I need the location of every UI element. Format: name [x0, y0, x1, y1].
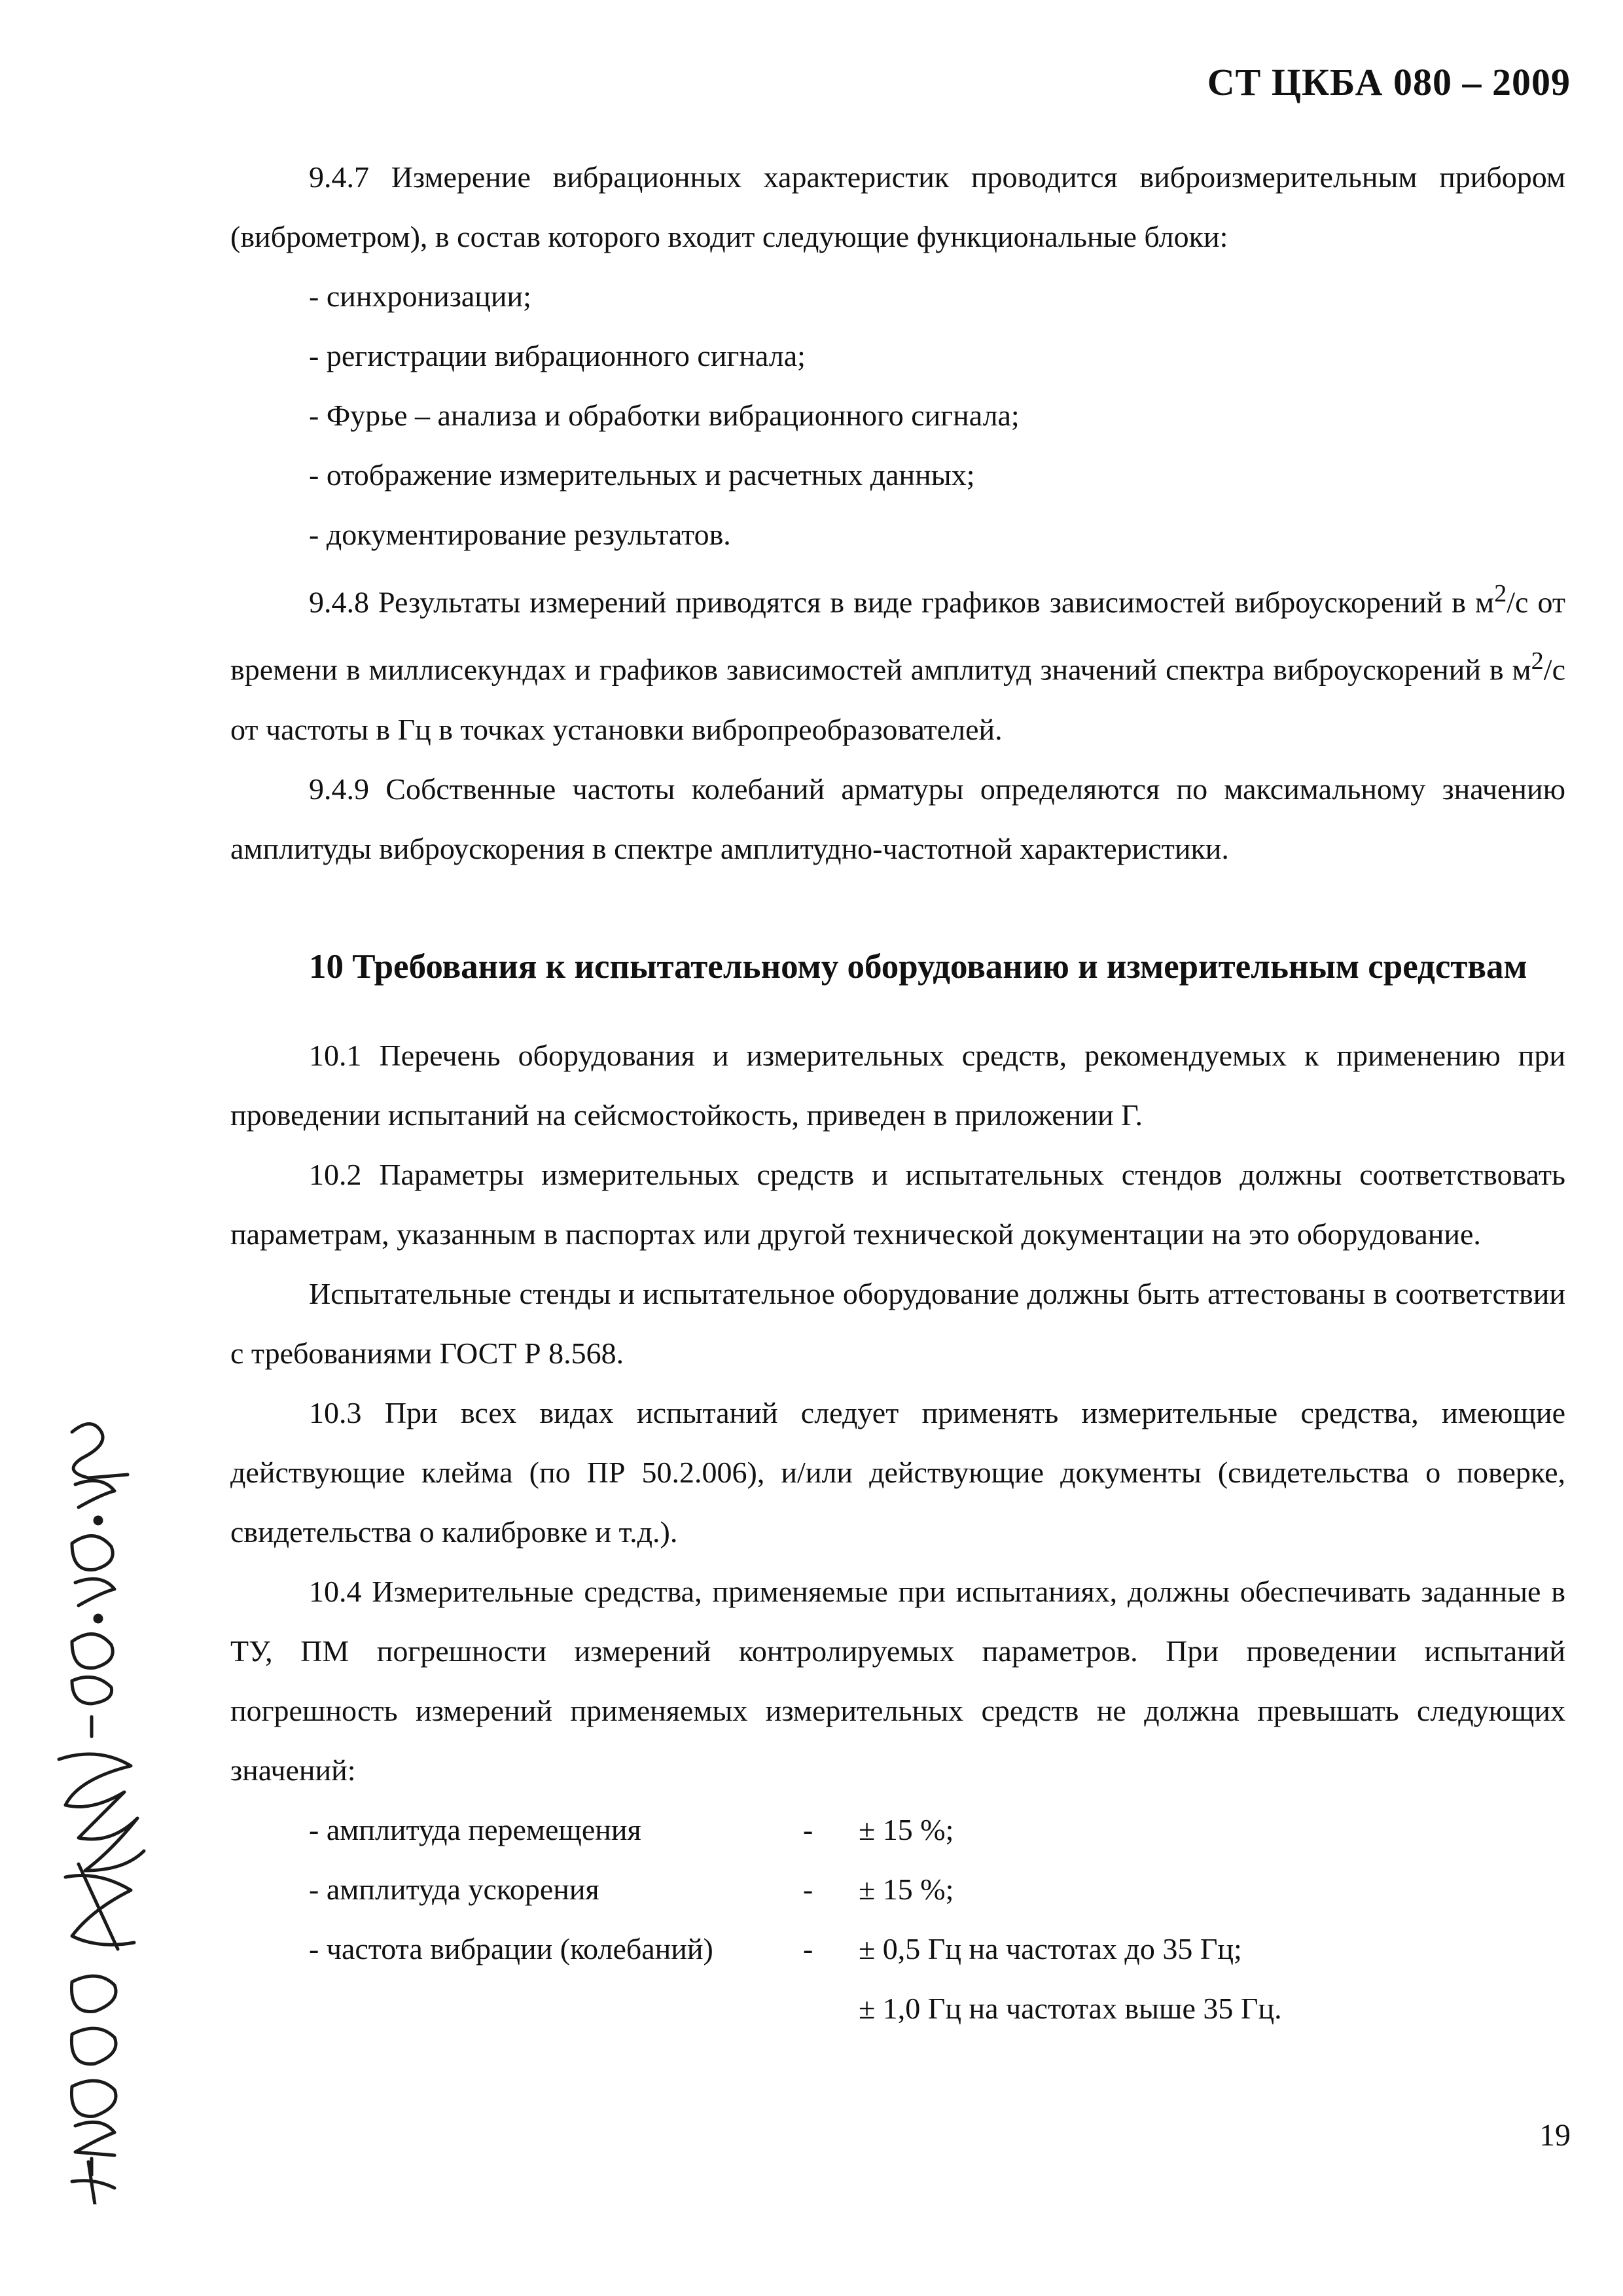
list-item: - синхронизации;	[309, 279, 531, 313]
tolerance-value: ± 15 %;	[859, 1812, 954, 1846]
document-body	[230, 147, 1565, 2038]
tolerance-row	[309, 1800, 1565, 1859]
paragraph-9-4-9: 9.4.9 Собственные частоты колебаний арматуры определяются по максимальному значению амплитуды виброускорения в спектре амплитудно-частотной характеристики.	[230, 772, 1565, 865]
paragraph-10-4: 10.4 Измерительные средства, применяемые при испытаниях, должны обеспечивать заданные в ТУ, ПМ погрешности измерений контролируемых параметров. При проведении испытаний погрешность измерений применяемых измерительных средств не должна превышать следующих значений:	[230, 1574, 1565, 1787]
tolerance-dash: -	[803, 1931, 813, 1965]
tolerance-name: - амплитуда ускорения	[309, 1872, 599, 1906]
tolerance-dash: -	[803, 1872, 813, 1906]
list-item: - регистрации вибрационного сигнала;	[309, 339, 806, 372]
paragraph-9-4-8-part2: /с от времени в миллисекундах и графиков зависимостей амплитуд значений спектра виброускорений в м	[230, 585, 1565, 687]
tolerance-row	[309, 1919, 1565, 1979]
document-code: СТ ЦКБА 080 – 2009	[1207, 61, 1571, 103]
tolerance-value: ± 1,0 Гц на частотах выше 35 Гц.	[859, 1991, 1282, 2025]
list-item: - Фурье – анализа и обработки вибрационного сигнала;	[309, 399, 1020, 432]
tolerance-list	[309, 1800, 1565, 2038]
tolerance-name: - частота вибрации (колебаний)	[309, 1931, 713, 1965]
page-number: 19	[1539, 2118, 1571, 2153]
paragraph-10-3: 10.3 При всех видах испытаний следует применять измерительные средства, имеющие действующие клейма (по ПР 50.2.006), и/или действующие документы (свидетельства о поверке, свидетельства о калибровке и т.д.).	[230, 1395, 1565, 1549]
paragraph-9-4-8-part1: 9.4.8 Результаты измерений приводятся в виде графиков зависимостей виброускорений в м	[309, 585, 1495, 619]
paragraph-10-1: 10.1 Перечень оборудования и измерительных средств, рекомендуемых к применению при проведении испытаний на сейсмостойкость, приведен в приложении Г.	[230, 1038, 1565, 1132]
section-heading-10: 10 Требования к испытательному оборудованию и измерительным средствам	[309, 947, 1527, 986]
function-blocks-list	[230, 266, 1565, 564]
list-item: - отображение измерительных и расчетных данных;	[309, 458, 975, 492]
paragraph-9-4-8-part3: /с от частоты в Гц в точках установки вибропреобразователей.	[230, 653, 1565, 746]
tolerance-row	[309, 1979, 1565, 2038]
superscript-2: 2	[1531, 647, 1544, 675]
handwritten-signature	[33, 1406, 157, 2204]
paragraph-9-4-7: 9.4.7 Измерение вибрационных характеристик проводится виброизмерительным прибором (виброметром), в состав которого входит следующие функциональные блоки:	[230, 160, 1565, 253]
tolerance-value: ± 15 %;	[859, 1872, 954, 1906]
paragraph-10-2-continued: Испытательные стенды и испытательное оборудование должны быть аттестованы в соответствии с требованиями ГОСТ Р 8.568.	[230, 1276, 1565, 1370]
paragraph-9-4-8	[230, 564, 1565, 759]
tolerance-dash: -	[803, 1812, 813, 1846]
list-item: - документирование результатов.	[309, 518, 731, 551]
tolerance-row	[309, 1859, 1565, 1919]
tolerance-name: - амплитуда перемещения	[309, 1812, 641, 1846]
tolerance-value: ± 0,5 Гц на частотах до 35 Гц;	[859, 1931, 1242, 1965]
superscript-2: 2	[1494, 580, 1507, 607]
paragraph-10-2: 10.2 Параметры измерительных средств и испытательных стендов должны соответствовать параметрам, указанным в паспортах или другой технической документации на это оборудование.	[230, 1157, 1565, 1251]
